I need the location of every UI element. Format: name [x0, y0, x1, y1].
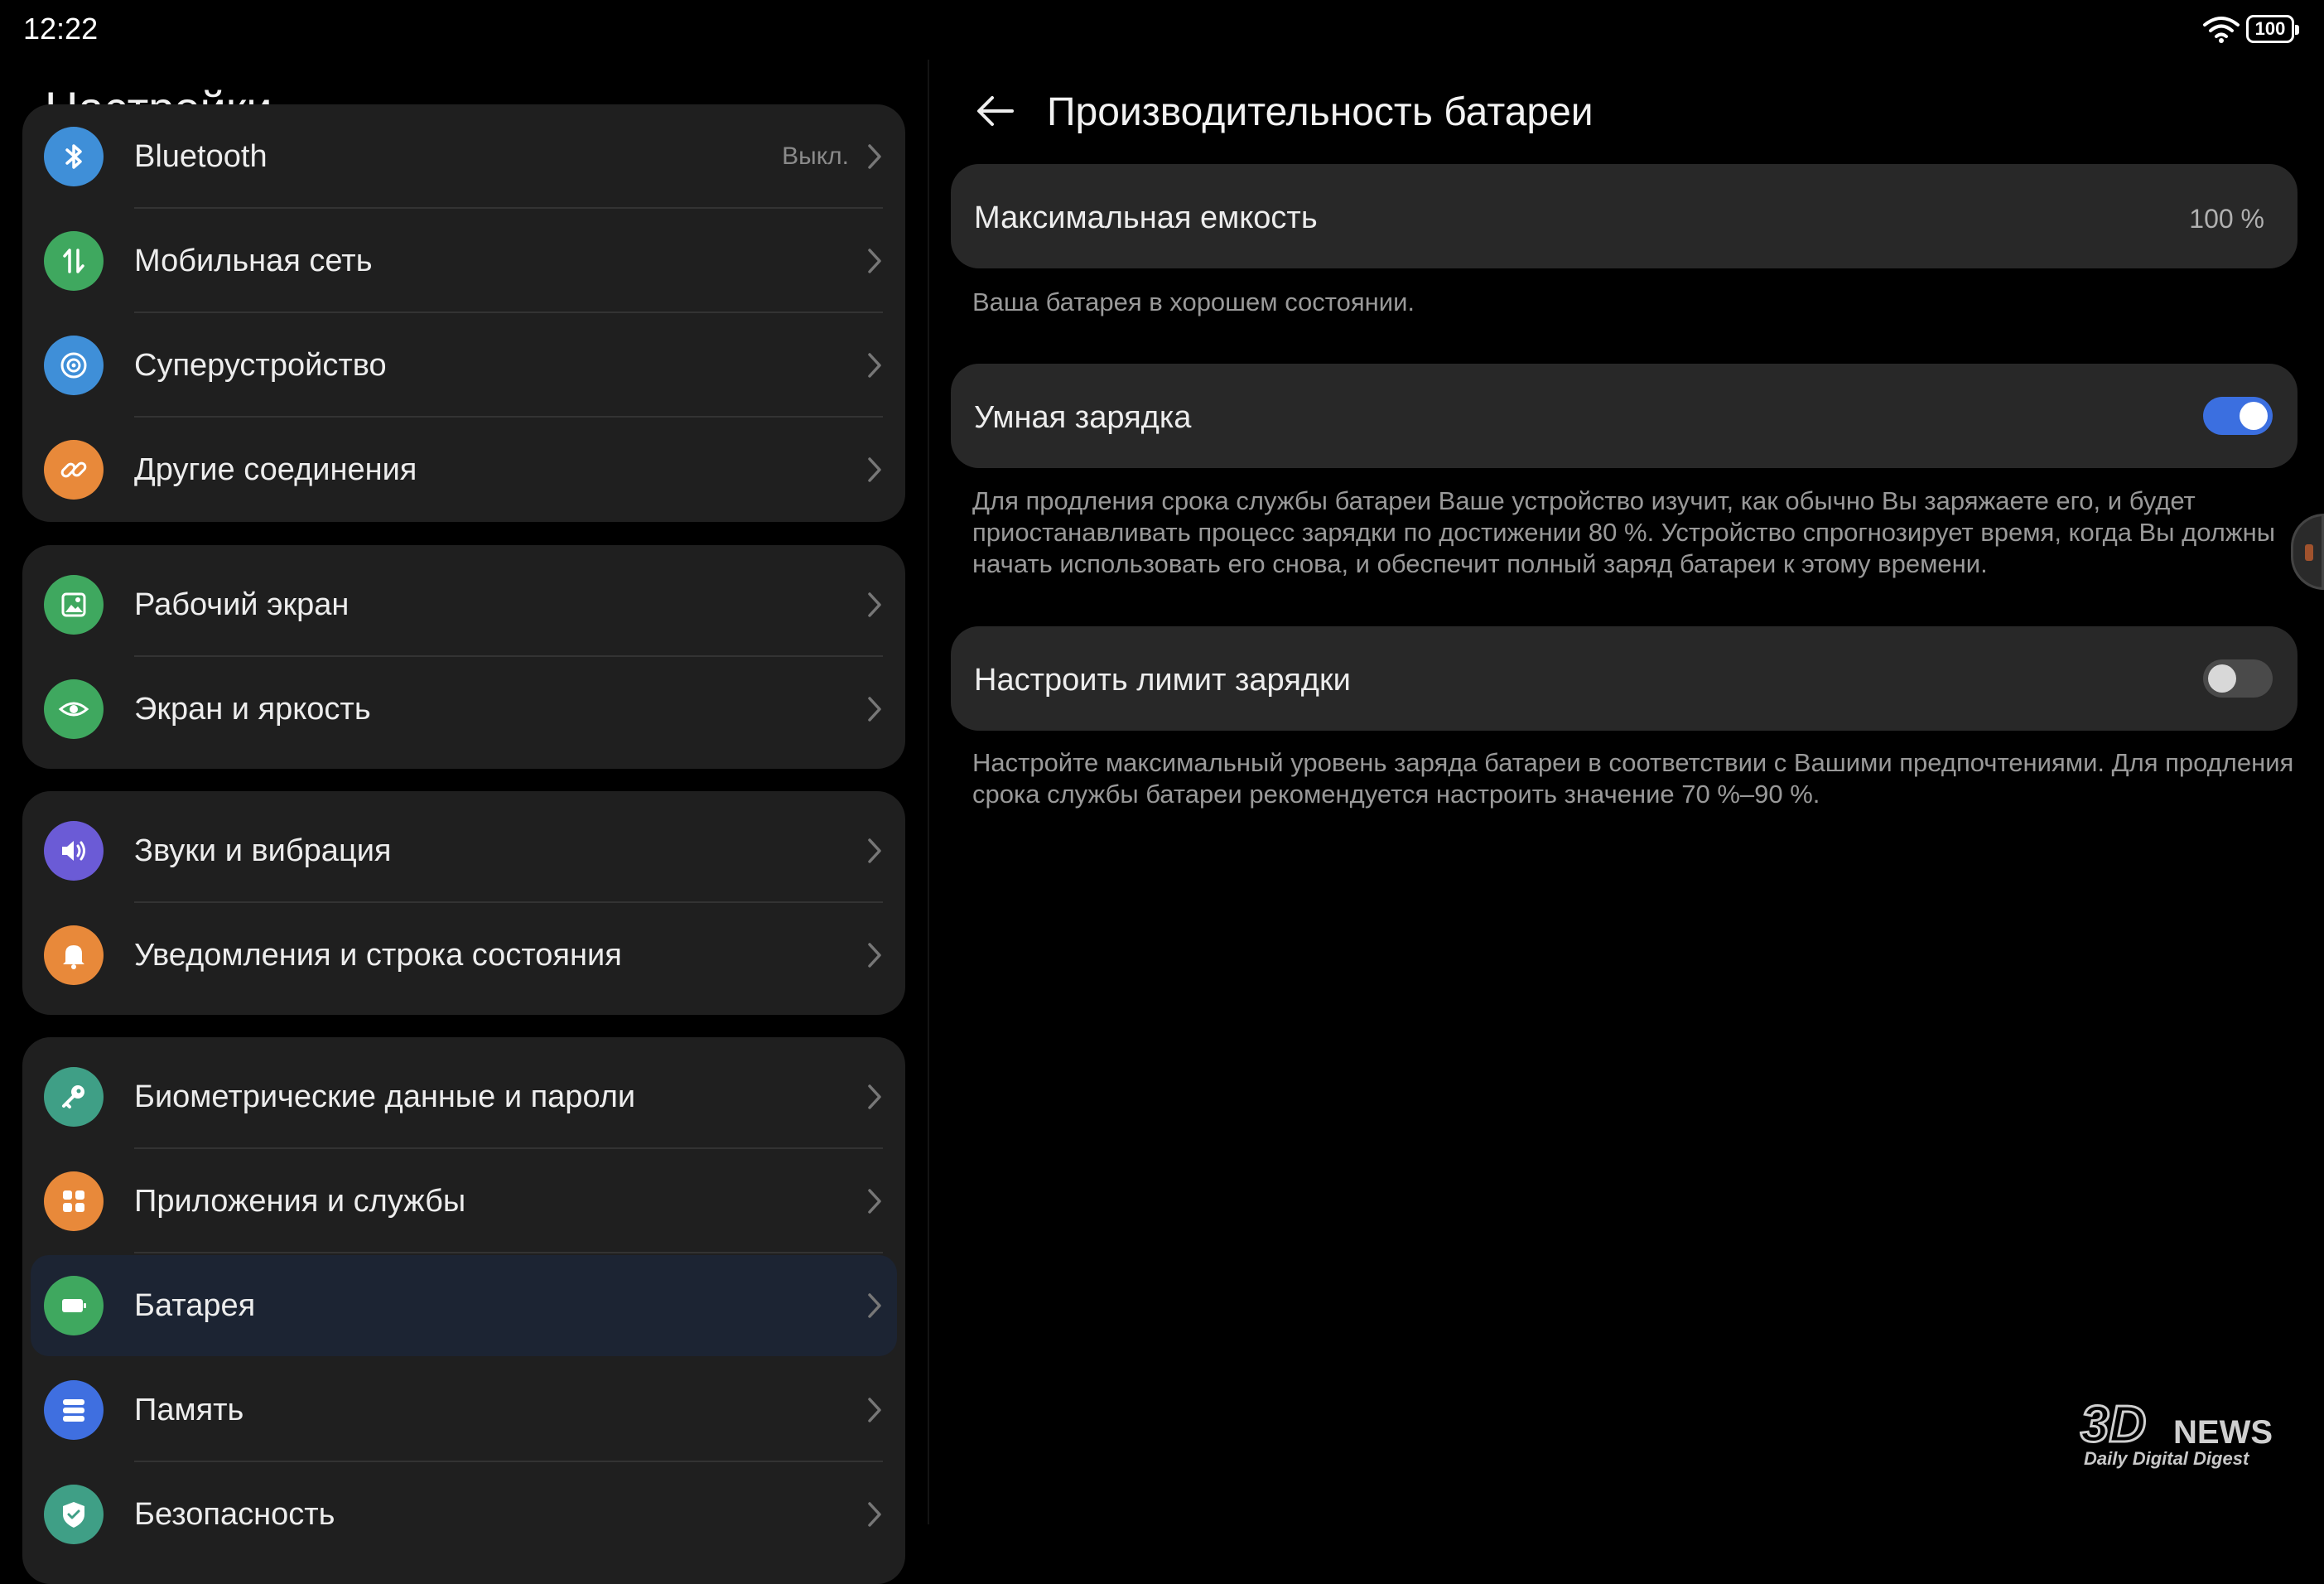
shield-icon — [44, 1485, 104, 1544]
chevron-right-icon — [865, 694, 884, 724]
charge-limit-toggle[interactable] — [2203, 659, 2273, 698]
settings-item-biometrics[interactable] — [22, 1045, 905, 1149]
settings-group-connectivity — [22, 104, 905, 522]
settings-group-system — [22, 1037, 905, 1584]
chevron-right-icon — [865, 142, 884, 171]
settings-item-label: Мобильная сеть — [134, 244, 373, 278]
settings-item-label: Звуки и вибрация — [134, 833, 392, 868]
status-bar — [0, 0, 2319, 60]
settings-pane — [0, 60, 928, 1532]
chevron-right-icon — [865, 1291, 884, 1321]
status-time: 12:22 — [23, 12, 99, 46]
battery-icon — [44, 1276, 104, 1335]
wifi-icon — [2203, 15, 2240, 43]
bell-icon — [44, 925, 104, 985]
back-arrow-icon[interactable] — [972, 88, 1019, 134]
chevron-right-icon — [865, 455, 884, 485]
svg-text:3D: 3D — [2081, 1396, 2147, 1453]
settings-group-display — [22, 545, 905, 769]
settings-item-value: Выкл. — [782, 142, 849, 170]
watermark-3dnews-logo — [2081, 1396, 2288, 1453]
settings-item-notifications[interactable] — [22, 903, 905, 1007]
settings-item-label: Память — [134, 1393, 244, 1427]
key-icon — [44, 1067, 104, 1127]
settings-item-label: Безопасность — [134, 1497, 335, 1532]
battery-level: 100 — [2254, 18, 2286, 39]
settings-item-label: Приложения и службы — [134, 1184, 466, 1219]
settings-item-label: Уведомления и строка состояния — [134, 938, 622, 973]
settings-item-storage[interactable] — [22, 1358, 905, 1462]
settings-item-label: Bluetooth — [134, 139, 268, 174]
svg-text:NEWS: NEWS — [2173, 1414, 2273, 1451]
settings-item-battery[interactable] — [22, 1253, 905, 1358]
settings-item-label: Экран и яркость — [134, 692, 371, 727]
max-capacity-label: Максимальная емкость — [974, 200, 1318, 235]
settings-group-sound — [22, 791, 905, 1015]
watermark-logo — [2081, 1396, 2288, 1475]
chevron-right-icon — [865, 836, 884, 866]
storage-icon — [44, 1380, 104, 1440]
home-screen-icon — [44, 575, 104, 635]
charge-limit-label: Настроить лимит зарядки — [974, 663, 1351, 698]
smart-charging-label: Умная зарядка — [974, 400, 1192, 435]
chevron-right-icon — [865, 1395, 884, 1425]
smart-charging-card[interactable] — [951, 364, 2297, 468]
settings-item-label: Суперустройство — [134, 348, 387, 383]
settings-item-security[interactable] — [22, 1462, 905, 1567]
settings-item-super-device[interactable] — [22, 313, 905, 418]
max-capacity-note: Ваша батарея в хорошем состоянии. — [972, 287, 1415, 316]
mobile-network-icon — [44, 231, 104, 291]
settings-item-other-connections[interactable] — [22, 418, 905, 522]
smart-charging-note: Для продления срока службы батареи Ваше устройство изучит, как обычно Вы заряжаете его, и будет приостанавливать процесс зарядки по достижении 80 %. Устройство спрогнозирует время, когда Вы должны начать использовать его снова, и обеспечит полный заряд батареи к этому времени. — [972, 486, 2275, 578]
charge-limit-note: Настройте максимальный уровень заряда батареи в соответствии с Вашими предпочтениями. Для продления срока службы батареи рекомендуется настроить значение 70 %–90 %. — [972, 748, 2294, 809]
battery-performance-pane — [929, 60, 2319, 1524]
apps-icon — [44, 1171, 104, 1231]
speaker-icon — [44, 821, 104, 881]
eye-icon — [44, 679, 104, 739]
charge-limit-card[interactable] — [951, 626, 2297, 731]
settings-item-label: Другие соединения — [134, 452, 417, 487]
battery-status-icon — [2246, 15, 2294, 43]
smart-charging-toggle[interactable] — [2203, 397, 2273, 435]
settings-item-apps[interactable] — [22, 1149, 905, 1253]
settings-item-mobile-network[interactable] — [22, 209, 905, 313]
settings-item-display-brightness[interactable] — [22, 657, 905, 761]
bluetooth-icon — [44, 127, 104, 186]
chevron-right-icon — [865, 940, 884, 970]
chevron-right-icon — [865, 246, 884, 276]
page-title: Производительность батареи — [1047, 90, 1594, 134]
settings-item-home-screen[interactable] — [22, 553, 905, 657]
chevron-right-icon — [865, 350, 884, 380]
watermark-tagline: Daily Digital Digest — [2084, 1448, 2249, 1469]
super-device-icon — [44, 336, 104, 395]
settings-item-sounds[interactable] — [22, 799, 905, 903]
max-capacity-card — [951, 164, 2297, 268]
link-icon — [44, 440, 104, 500]
settings-item-label: Батарея — [134, 1288, 256, 1323]
chevron-right-icon — [865, 1499, 884, 1529]
settings-item-label: Рабочий экран — [134, 587, 350, 622]
settings-item-label: Биометрические данные и пароли — [134, 1079, 636, 1114]
chevron-right-icon — [865, 590, 884, 620]
settings-item-bluetooth[interactable] — [22, 104, 905, 209]
max-capacity-value: 100 % — [2189, 204, 2264, 234]
settings-list[interactable] — [0, 139, 928, 1532]
chevron-right-icon — [865, 1186, 884, 1216]
chevron-right-icon — [865, 1082, 884, 1112]
